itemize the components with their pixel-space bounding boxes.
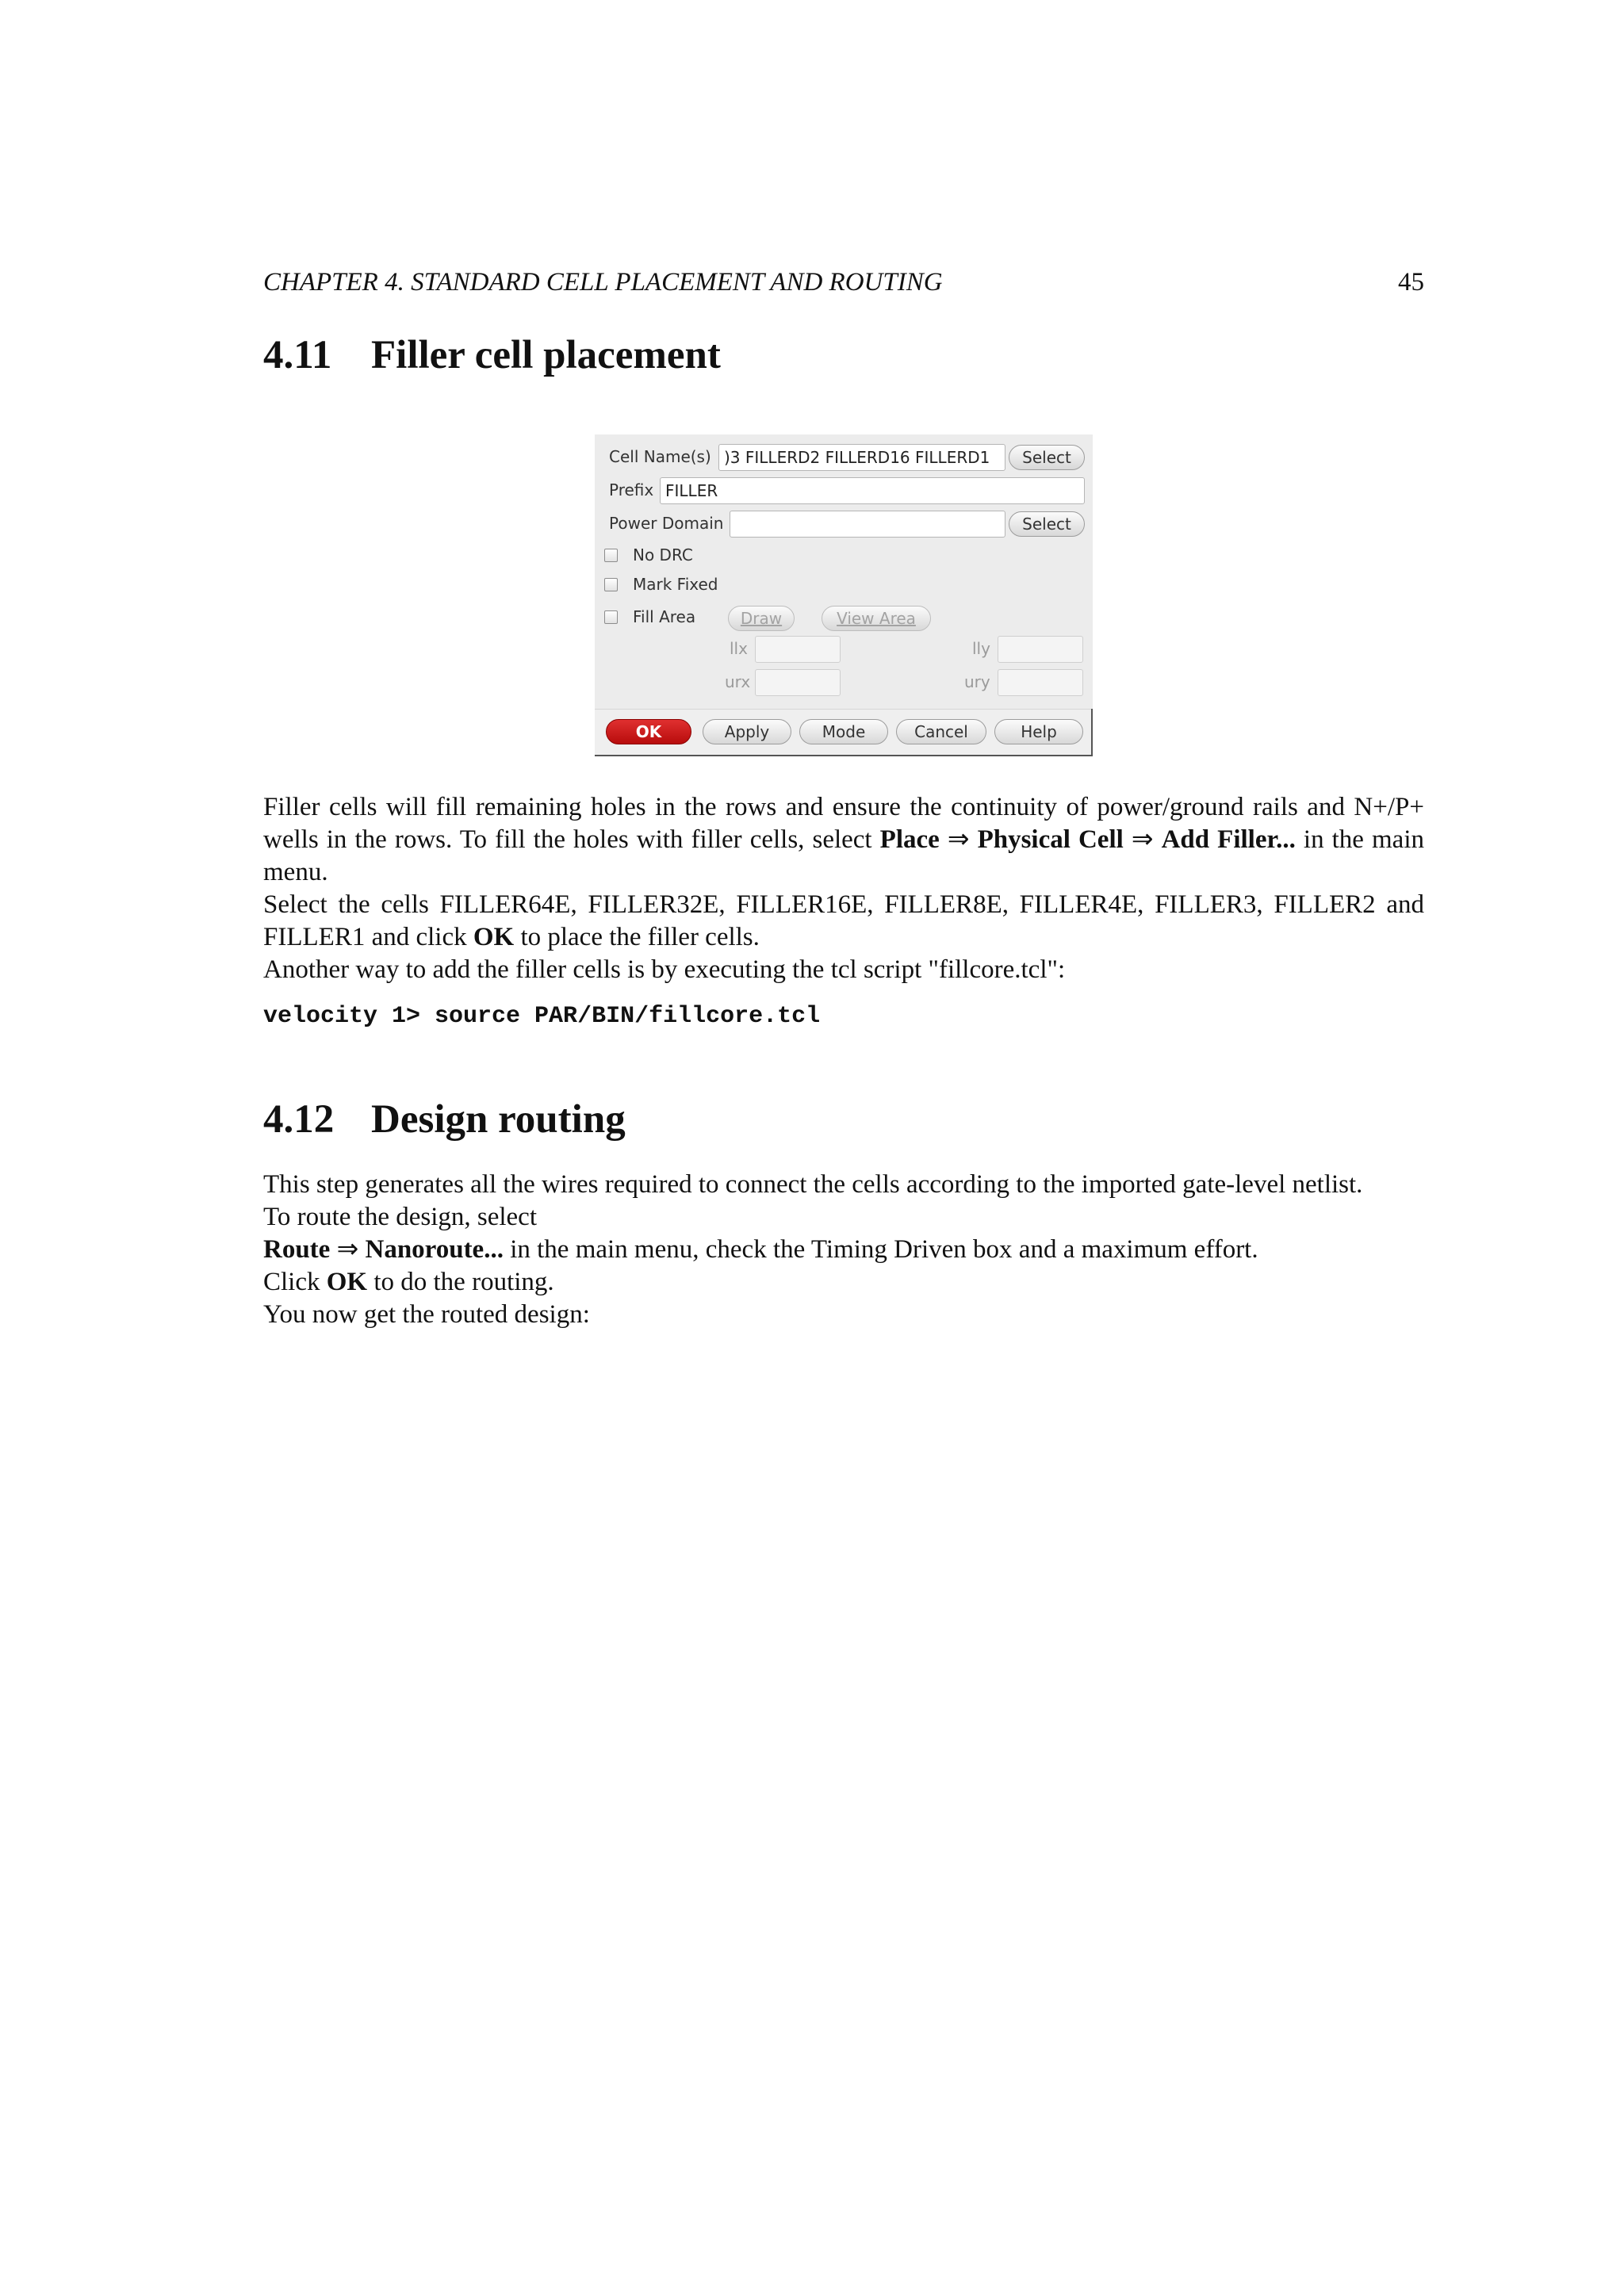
urx-field[interactable] <box>755 669 841 696</box>
filler-paragraph-1: Filler cells will fill remaining holes in the rows and ensure the continuity of power/ground rails and N+/P+ wells in the rows. To fill the holes with filler cells, select Place ⇒ Physical Cell ⇒ Add Filler... in the main menu. <box>263 793 1424 886</box>
routing-paragraph-3: Route ⇒ Nanoroute... in the main menu, check the Timing Driven box and a maximum effort. <box>263 1235 1258 1264</box>
menu-place: Place <box>879 825 940 854</box>
select-power-domain-button[interactable]: Select <box>1009 511 1085 537</box>
menu-route: Route <box>263 1235 331 1264</box>
fill-area-checkbox[interactable] <box>604 610 618 624</box>
mark-fixed-label: Mark Fixed <box>633 575 718 594</box>
no-drc-label: No DRC <box>633 545 693 564</box>
prefix-field[interactable]: FILLER <box>660 477 1085 504</box>
llx-field[interactable] <box>755 636 841 663</box>
mode-button[interactable]: Mode <box>799 719 888 744</box>
dialog-border-bottom <box>595 755 1093 756</box>
section-title: Design routing <box>371 1097 626 1142</box>
power-domain-field[interactable] <box>730 511 1005 538</box>
cell-names-label: Cell Name(s) <box>609 447 711 466</box>
apply-button[interactable]: Apply <box>703 719 791 744</box>
mark-fixed-checkbox[interactable] <box>604 578 618 591</box>
fill-area-label: Fill Area <box>633 607 696 626</box>
no-drc-checkbox[interactable] <box>604 549 618 562</box>
section-title: Filler cell placement <box>371 333 721 377</box>
prefix-label: Prefix <box>609 480 654 499</box>
routing-paragraph-2: To route the design, select <box>263 1203 538 1231</box>
cancel-button[interactable]: Cancel <box>896 719 986 744</box>
lly-field[interactable] <box>998 636 1083 663</box>
menu-nanoroute: Nanoroute... <box>365 1235 504 1264</box>
cell-names-field[interactable]: )3 FILLERD2 FILLERD16 FILLERD1 <box>718 444 1005 471</box>
routing-paragraph-5: You now get the routed design: <box>263 1300 590 1329</box>
llx-label: llx <box>730 639 748 658</box>
power-domain-label: Power Domain <box>609 514 724 533</box>
add-filler-dialog <box>595 434 1093 756</box>
page-number: 45 <box>1398 268 1424 297</box>
help-button[interactable]: Help <box>994 719 1083 744</box>
filler-paragraph-2: Select the cells FILLER64E, FILLER32E, FILLER16E, FILLER8E, FILLER4E, FILLER3, FILLER2 and FILLER1 and click OK to place the filler cells. <box>263 890 1424 951</box>
urx-label: urx <box>725 672 751 691</box>
ury-field[interactable] <box>998 669 1083 696</box>
running-header <box>263 265 1424 300</box>
section-number: 4.11 <box>263 333 332 377</box>
section-heading-filler <box>263 331 721 379</box>
view-area-button[interactable]: View Area <box>822 606 931 631</box>
ury-label: ury <box>964 672 990 691</box>
tcl-command: velocity 1> source PAR/BIN/fillcore.tcl <box>263 1003 821 1030</box>
menu-add-filler: Add Filler... <box>1161 825 1296 854</box>
menu-physical-cell: Physical Cell <box>977 825 1124 854</box>
lly-label: lly <box>972 639 990 658</box>
draw-button[interactable]: Draw <box>728 606 795 631</box>
ok-button[interactable]: OK <box>606 719 691 744</box>
filler-paragraph-3: Another way to add the filler cells is by executing the tcl script "fillcore.tcl": <box>263 955 1066 984</box>
select-cells-button[interactable]: Select <box>1009 445 1085 470</box>
dialog-border <box>1091 709 1093 756</box>
running-title: CHAPTER 4. STANDARD CELL PLACEMENT AND ROUTING <box>263 268 943 297</box>
section-number: 4.12 <box>263 1097 335 1142</box>
routing-paragraph-4: Click OK to do the routing. <box>263 1268 554 1296</box>
routing-paragraph-1: This step generates all the wires required to connect the cells according to the imported gate-level netlist. <box>263 1170 1363 1199</box>
routing-description <box>263 1169 1424 1331</box>
section-heading-routing <box>263 1096 626 1143</box>
filler-description <box>263 791 1424 986</box>
dialog-button-bar <box>595 709 1093 756</box>
